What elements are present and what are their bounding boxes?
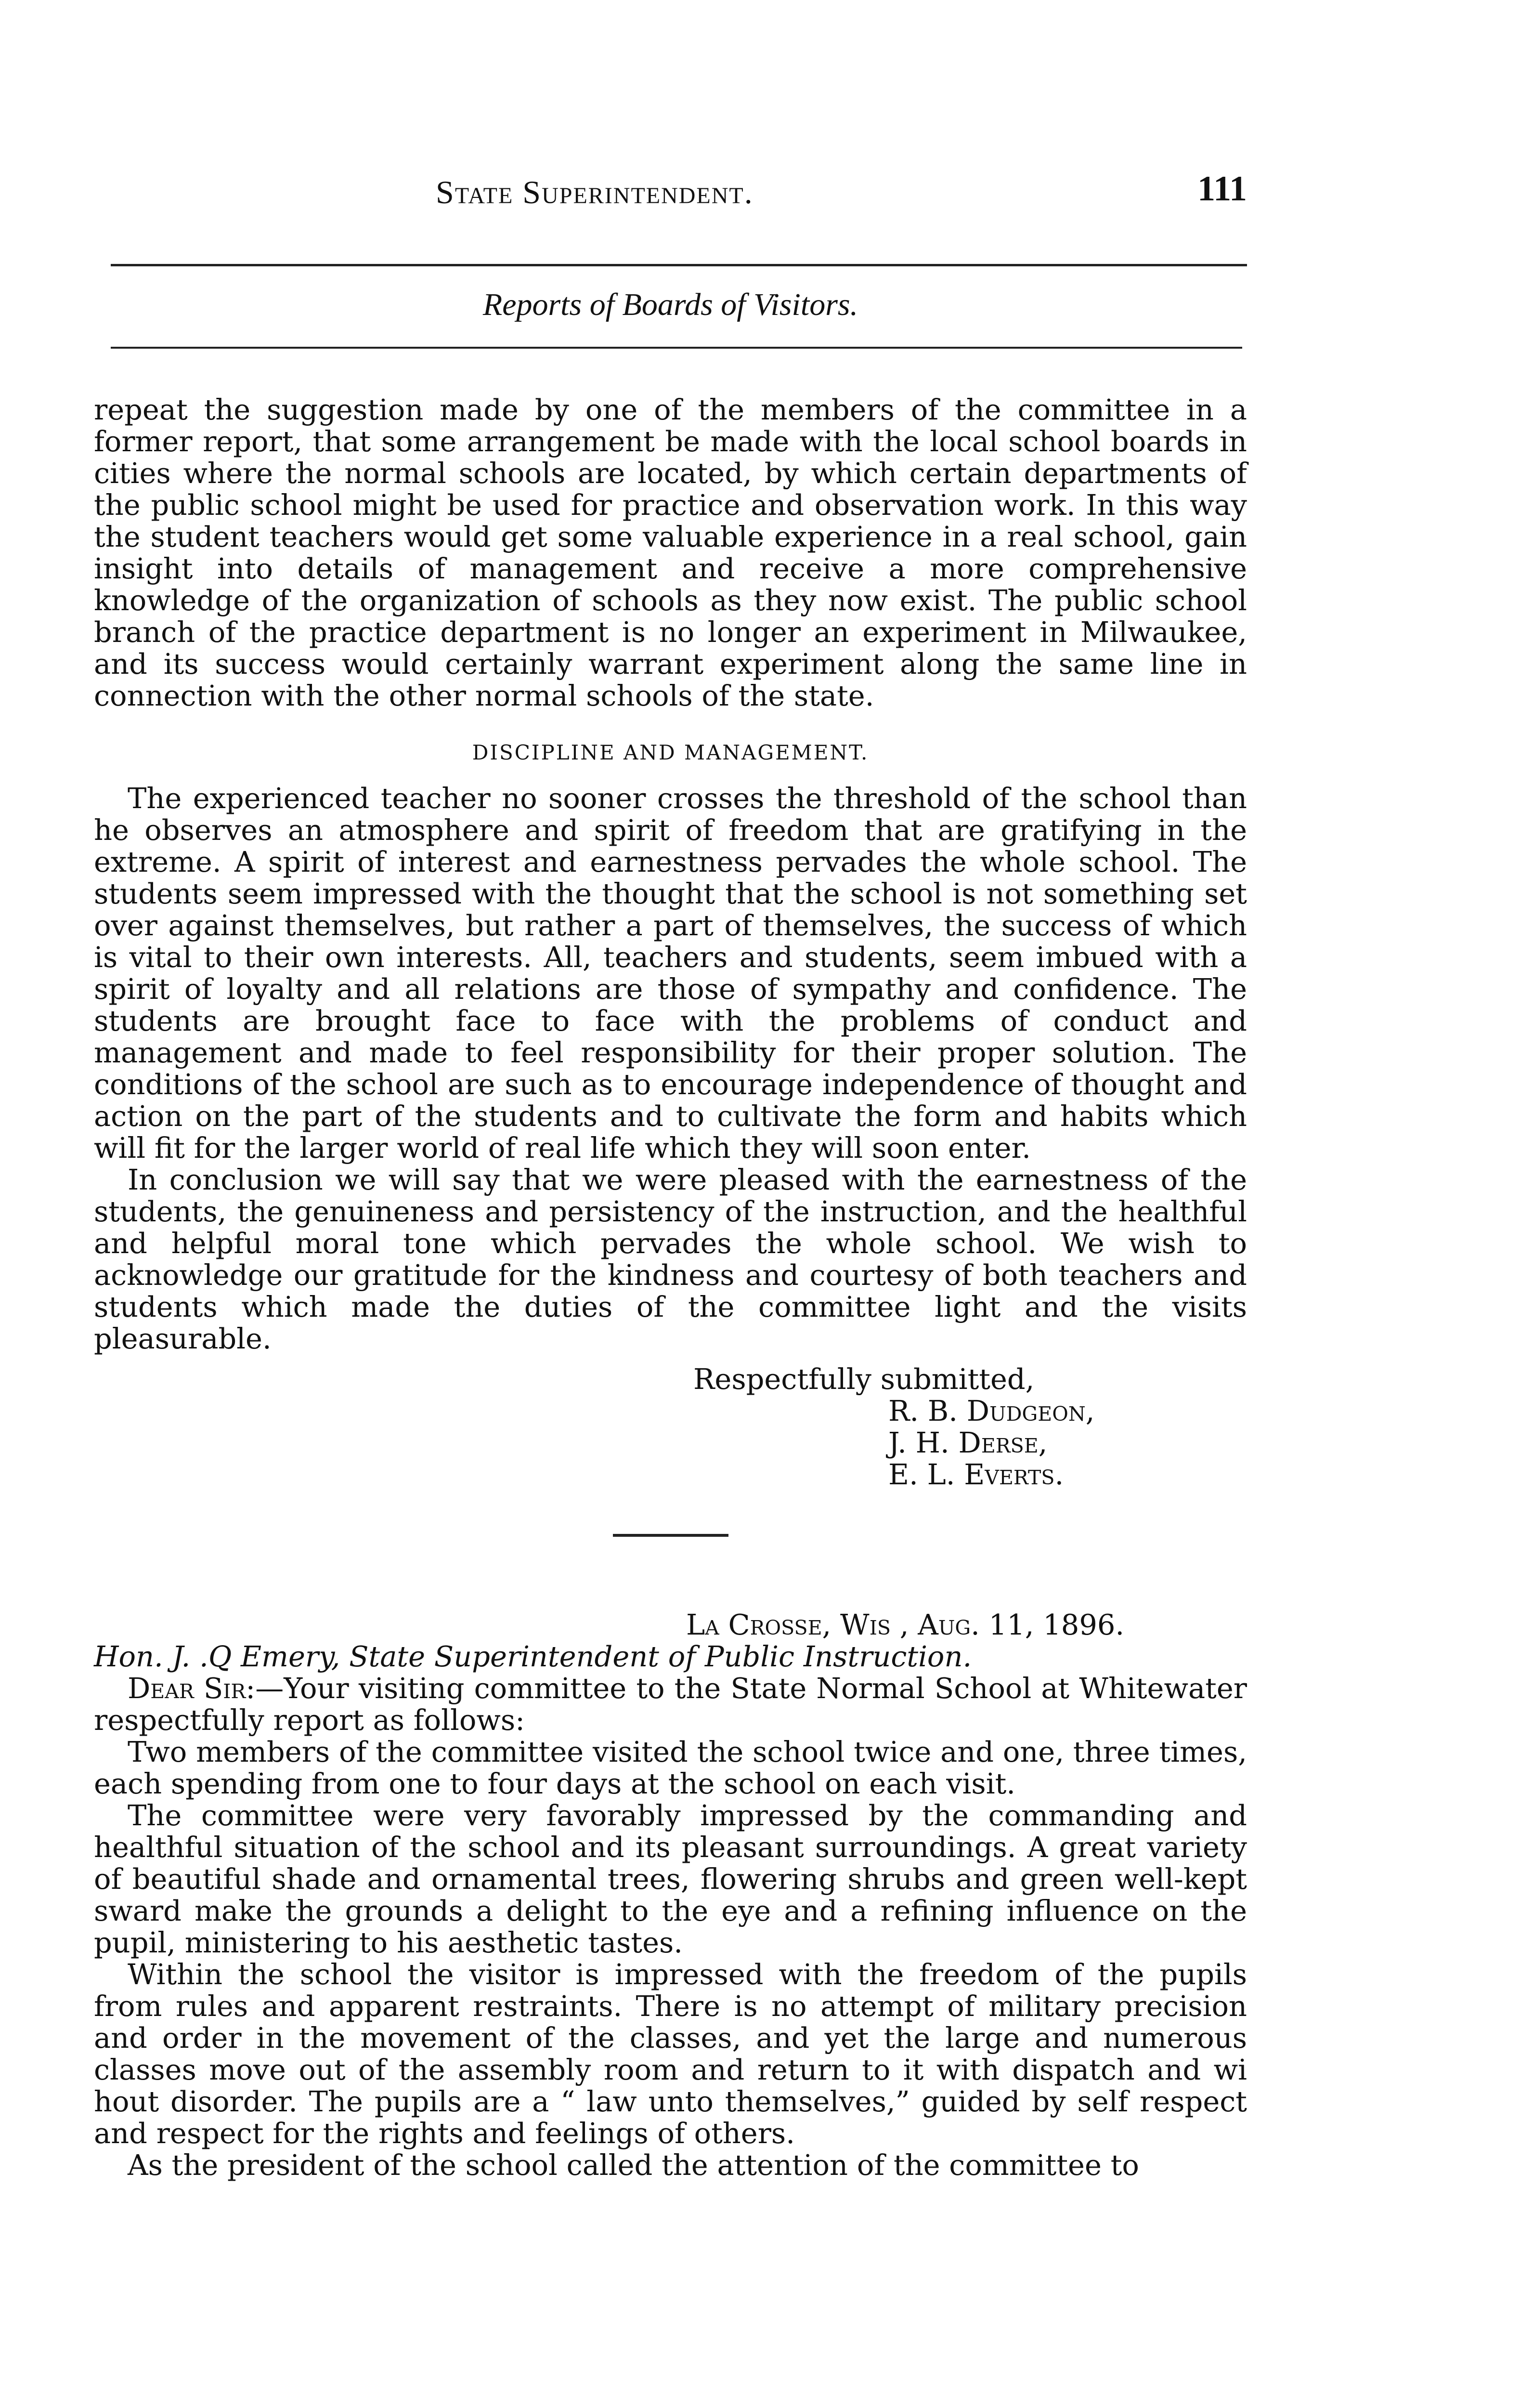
document-page xyxy=(94,164,1247,2182)
paragraph-president: As the president of the school called the attention of the committee to xyxy=(128,2148,1139,2182)
page-number: 111 xyxy=(1197,169,1247,209)
salutation-lead: Dear Sir: xyxy=(128,1672,256,1705)
body-text xyxy=(94,394,1247,2181)
section-divider xyxy=(613,1534,728,1537)
signature-block xyxy=(693,1363,1247,1491)
signature-name: E. L. Everts. xyxy=(888,1458,1064,1491)
paragraph-discipline: The experienced teacher no sooner crosses the threshold of the school than he observes an atmosphere and spirit of freedom that are gratifying in the extreme. A spirit of interest and earnestness pervades the whole school. The students seem impressed with the thought that the school is not something set over against themselves, but rather a part of themselves, the success of which is vital to their own interests. All, teachers and students, seem imbued with a spirit of loyalty and all relations are those of sympathy and confidence. The students are brought face to face with the problems of conduct and management and made to feel responsibility for their proper solution. The conditions of the school are such as to encourage independence of thought and action on the part of the students and to cultivate the form and habits which will fit for the larger world of real life which they will soon enter. xyxy=(94,782,1247,1165)
page-header xyxy=(94,164,1247,322)
subheading-discipline: DISCIPLINE AND MANAGEMENT. xyxy=(472,741,869,764)
signature-closing: Respectfully submitted, xyxy=(693,1362,1035,1396)
letter-dateline: La Crosse, Wis , Aug. 11, 1896. xyxy=(686,1608,1125,1641)
section-title: Reports of Boards of Visitors. xyxy=(482,287,858,322)
running-title: State Superintendent. xyxy=(436,174,754,210)
salutation-rest: —Your visiting committee to the State Normal School at Whitewater respectfully report as follows: xyxy=(94,1672,1247,1737)
letter-addressee: Hon. J. .Q Emery, State Superintendent of Public Instruction. xyxy=(94,1640,972,1673)
signature-name: R. B. Dudgeon, xyxy=(888,1394,1095,1427)
header-rule-bottom xyxy=(111,347,1242,349)
paragraph-visits: Two members of the committee visited the school twice and one, three times, each spending from one to four days at the school on each visit. xyxy=(94,1735,1247,1800)
paragraph-conclusion: In conclusion we will say that we were pleased with the earnestness of the students, the genuineness and persistency of the instruction, and the healthful and helpful moral tone which pervades the whole school. We wish to acknowledge our gratitude for the kindness and courtesy of both teachers and students which made the duties of the committee light and the visits pleasurable. xyxy=(94,1163,1247,1355)
paragraph-surroundings: The committee were very favorably impressed by the commanding and healthful situation of the school and its pleasant surroundings. A great variety of beautiful shade and ornamental trees, flowering shrubs and green well-kept sward make the grounds a delight to the eye and a refining influence on the pupil, ministering to his aesthetic tastes. xyxy=(94,1799,1247,1959)
signature-name: J. H. Derse, xyxy=(888,1426,1048,1459)
letter-salutation xyxy=(94,1673,1247,1736)
header-rule-top xyxy=(111,264,1247,266)
paragraph-continuation: repeat the suggestion made by one of the members of the committee in a former report, that some arrangement be made with the local school boards in cities where the normal schools are located, by which certain departments of the public school might be used for practice and observation work. In this way the student teachers would get some valuable experience in a real school, gain insight into details of management and receive a more comprehensive knowledge of the organization of schools as they now exist. The public school branch of the practice department is no longer an experiment in Milwaukee, and its success would certainly warrant experiment along the same line in connection with the other normal schools of the state. xyxy=(94,393,1247,712)
paragraph-freedom: Within the school the visitor is impressed with the freedom of the pupils from rules and apparent restraints. There is no attempt of military precision and order in the movement of the classes, and yet the large and numerous classes move out of the assembly room and return to it with dispatch and wi hout disorder. The pupils are a “ law unto themselves,” guided by self respect and respect for the rights and feelings of others. xyxy=(94,1958,1247,2150)
